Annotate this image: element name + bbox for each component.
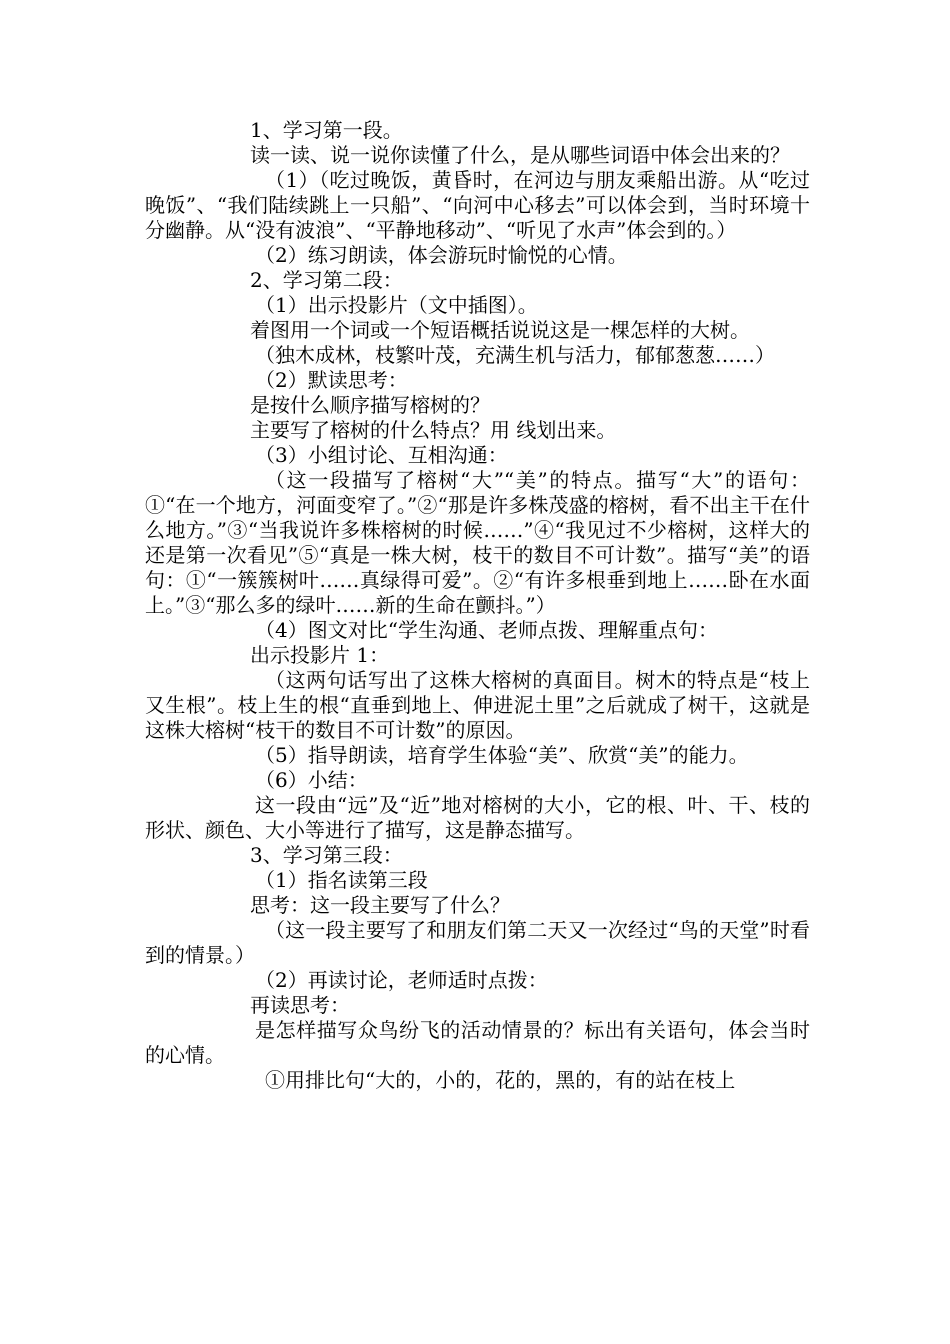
paragraph: 着图用一个词或一个短语概括说说这是一棵怎样的大树。 — [250, 318, 750, 342]
paragraph: 再读思考： — [250, 993, 350, 1017]
paragraph: 出示投影片 1： — [250, 643, 390, 667]
paragraph: （这一段描写了榕树“大”“美”的特点。描写“大”的语句：①“在一个地方，河面变窄了。”②“那是许多株茂盛的榕树，看不出主干在什么地方。”③“当我说许多株榕树的时候……”④“我见过不少榕树，这样大的还是第一次看见”⑤“真是一株大树，枝干的数目不可计数”。描写“美”的语句：①“一簇簇树叶……真绿得可爱”。②“有许多根垂到地上……卧在水面上。”③“那么多的绿叶……新的生命在颤抖。”） — [145, 468, 810, 617]
paragraph: （2）再读讨论，老师适时点拨： — [255, 968, 548, 992]
paragraph: 这一段由“远”及“近”地对榕树的大小，它的根、叶、干、枝的形状、颜色、大小等进行了描写，这是静态描写。 — [145, 793, 810, 842]
paragraph: 是怎样描写众鸟纷飞的活动情景的？标出有关语句，体会当时的心情。 — [145, 1018, 810, 1067]
paragraph: 是按什么顺序描写榕树的？ — [250, 393, 490, 417]
paragraph: （3）小组讨论、互相沟通： — [255, 443, 508, 467]
paragraph: （2）练习朗读，体会游玩时愉悦的心情。 — [255, 243, 628, 267]
paragraph: （4）图文对比“学生沟通、老师点拨、理解重点句： — [255, 618, 718, 642]
paragraph: （独木成林，枝繁叶茂，充满生机与活力，郁郁葱葱……） — [255, 343, 775, 367]
paragraph: （这一段主要写了和朋友们第二天又一次经过“鸟的天堂”时看到的情景。） — [145, 918, 810, 967]
paragraph: （5）指导朗读，培育学生体验“美”、欣赏“美”的能力。 — [255, 743, 749, 767]
paragraph: （1）（吃过晚饭，黄昏时，在河边与朋友乘船出游。从“吃过晚饭”、“我们陆续跳上一只船”、“向河中心移去”可以体会到，当时环境十分幽静。从“没有波浪”、“平静地移动”、“听见了水声”体会到的。） — [145, 168, 810, 242]
paragraph: 读一读、说一说你读懂了什么，是从哪些词语中体会出来的？ — [250, 143, 790, 167]
paragraph: （2）默读思考： — [255, 368, 408, 392]
document-body — [145, 118, 810, 1093]
paragraph: 思考：这一段主要写了什么？ — [250, 893, 510, 917]
paragraph: （1）出示投影片（文中插图）。 — [255, 293, 538, 317]
paragraph: ①用排比句“大的，小的，花的，黑的，有的站在枝上 — [265, 1068, 736, 1092]
paragraph: （1）指名读第三段 — [255, 868, 428, 892]
paragraph-heading-2: 2、学习第二段： — [250, 268, 403, 292]
paragraph-heading-3: 3、学习第三段： — [250, 843, 403, 867]
paragraph-heading-1: 1、学习第一段。 — [250, 118, 403, 142]
paragraph: （6）小结： — [255, 768, 368, 792]
paragraph: 主要写了榕树的什么特点？用 线划出来。 — [250, 418, 617, 442]
paragraph: （这两句话写出了这株大榕树的真面目。树木的特点是“枝上又生根”。枝上生的根“直垂到地上、伸进泥土里”之后就成了树干，这就是这株大榕树“枝干的数目不可计数”的原因。 — [145, 668, 810, 742]
